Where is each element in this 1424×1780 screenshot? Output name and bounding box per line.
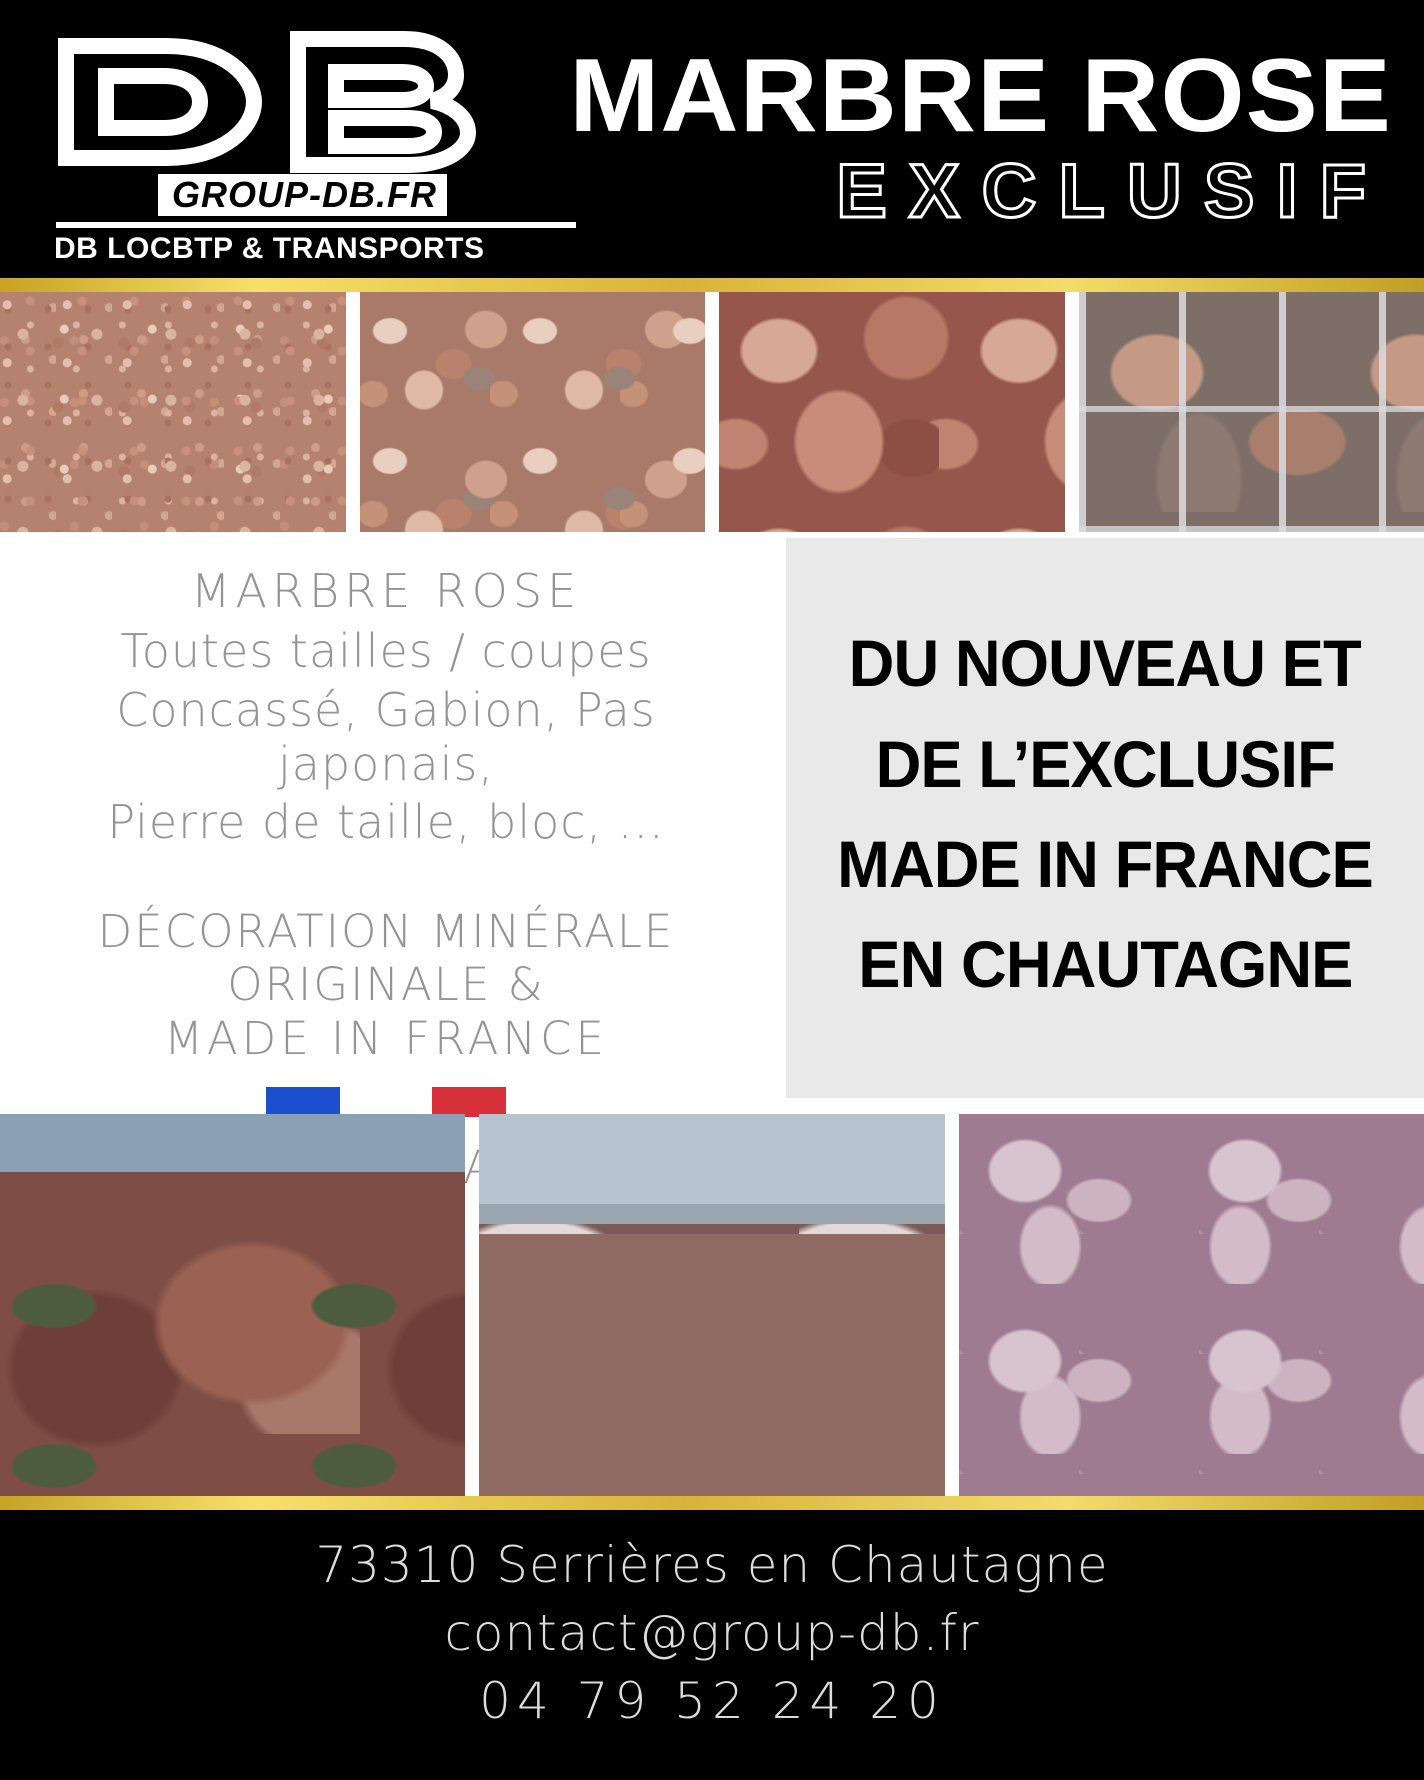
highlight-line-2: DE L’EXCLUSIF — [875, 726, 1335, 801]
decoration-line-1: DÉCORATION MINÉRALE — [97, 905, 675, 959]
brand-logo[interactable] — [18, 14, 593, 264]
gold-divider-top — [0, 278, 1424, 292]
decoration-line-3: MADE IN FRANCE — [164, 1011, 608, 1065]
logo-url-badge: GROUP-DB.FR — [158, 174, 447, 216]
poster-subtitle: EXCLUSIF — [836, 149, 1388, 235]
header-banner — [0, 0, 1424, 278]
french-flag-marks — [20, 1087, 752, 1117]
contact-address: 73310 Serrières en Chautagne — [315, 1536, 1109, 1594]
product-forms: Pierre de taille, bloc, ... — [107, 795, 665, 850]
company-name: DB LOCBTP & TRANSPORTS — [54, 232, 485, 265]
top-photo-strip — [0, 292, 1424, 532]
flag-red-icon — [432, 1087, 506, 1117]
poster-title: MARBRE ROSE — [569, 38, 1392, 155]
text-spacer — [20, 849, 752, 905]
highlight-line-1: DU NOUVEAU ET — [848, 626, 1362, 701]
photo-marbre-rose-concasse-fin — [0, 292, 346, 532]
contact-phone[interactable]: 04 79 52 24 20 — [479, 1672, 945, 1730]
photo-marbre-rose-gabion — [1079, 292, 1424, 532]
highlight-panel — [786, 538, 1424, 1098]
highlight-line-4: EN CHAUTAGNE — [857, 927, 1353, 1002]
highlight-line-3: MADE IN FRANCE — [837, 827, 1373, 901]
bottom-photo-row — [0, 1114, 1424, 1496]
flag-blue-icon — [266, 1087, 340, 1117]
header-titles — [569, 38, 1406, 235]
middle-section — [0, 532, 1424, 1114]
photo-carriere-bloc-brut — [0, 1114, 465, 1496]
gold-divider-bottom — [0, 1496, 1424, 1510]
logo-underline — [56, 222, 576, 228]
product-types: Concassé, Gabion, Pas japonais, — [116, 682, 656, 791]
photo-marbre-rose-gravier — [360, 292, 706, 532]
photo-dalle-marbre-poli — [959, 1114, 1424, 1496]
contact-email[interactable]: contact@group-db.fr — [444, 1604, 980, 1662]
product-title: MARBRE ROSE — [190, 564, 582, 618]
decoration-line-2: ORIGINALE & — [227, 958, 545, 1012]
footer-contact — [0, 1510, 1424, 1780]
db-monogram-icon — [36, 22, 556, 182]
photo-banc-marbre-taille — [479, 1114, 944, 1496]
photo-marbre-rose-blocs — [719, 292, 1065, 532]
product-description — [0, 532, 772, 1114]
product-sizes: Toutes tailles / coupes — [120, 624, 652, 679]
